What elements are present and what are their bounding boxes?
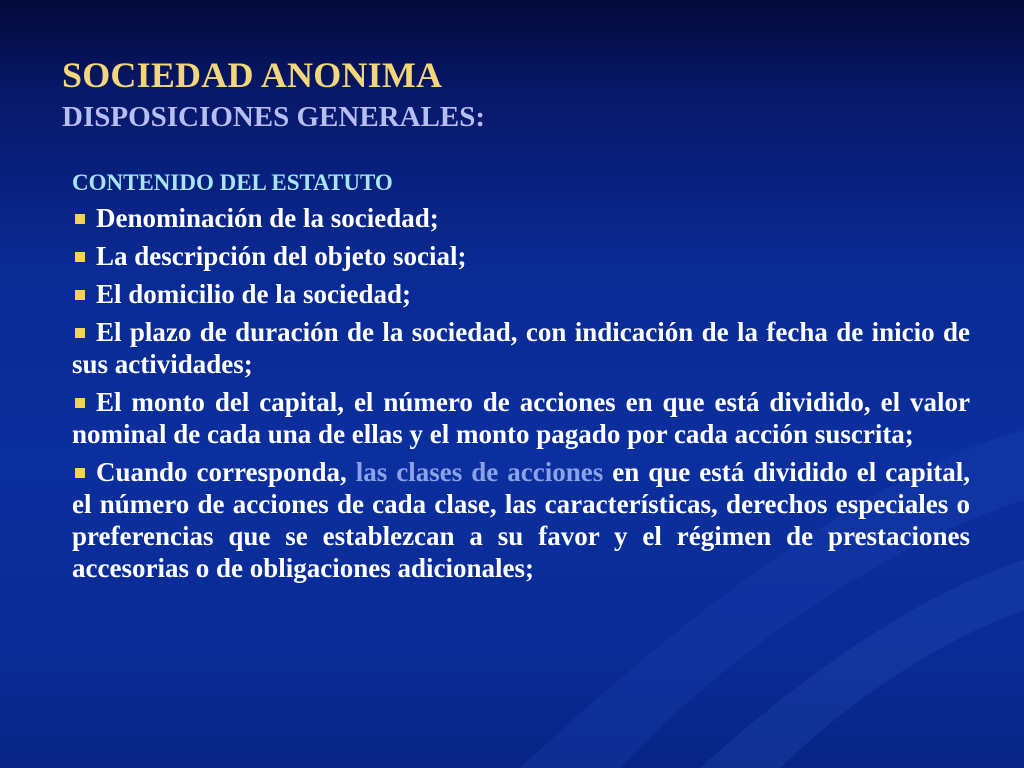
- list-item-text: El plazo de duración de la sociedad, con indicación de la fecha de inicio de sus actividades;: [72, 317, 970, 379]
- list-item: [72, 278, 970, 310]
- square-bullet-icon: [75, 214, 85, 224]
- highlighted-phrase: las clases de acciones: [355, 457, 604, 487]
- list-item-text-end: en que está dividido el capital, el número de acciones de cada clase, las características, derechos especiales o preferencias que se establezcan a su favor y el régimen de prestaciones accesorias o de obligaciones adicionales;: [72, 457, 970, 583]
- bullet-list: [72, 202, 970, 590]
- square-bullet-icon: [75, 290, 85, 300]
- list-item-text: La descripción del objeto social;: [96, 241, 467, 271]
- slide-subtitle: DISPOSICIONES GENERALES:: [62, 101, 486, 133]
- list-item-text-start: Cuando corresponda,: [96, 457, 356, 487]
- list-item: [72, 386, 970, 450]
- list-item: [72, 240, 970, 272]
- list-item-text: El monto del capital, el número de acciones en que está dividido, el valor nominal de cada una de ellas y el monto pagado por cada acción suscrita;: [72, 387, 970, 449]
- list-item: [72, 202, 970, 234]
- square-bullet-icon: [75, 328, 85, 338]
- list-item: [72, 316, 970, 380]
- slide-title: SOCIEDAD ANONIMA: [62, 55, 443, 95]
- square-bullet-icon: [75, 468, 85, 478]
- section-heading: CONTENIDO DEL ESTATUTO: [72, 170, 393, 195]
- list-item: [72, 456, 970, 584]
- square-bullet-icon: [75, 252, 85, 262]
- list-item-text: Denominación de la sociedad;: [96, 203, 439, 233]
- square-bullet-icon: [75, 398, 85, 408]
- list-item-text: El domicilio de la sociedad;: [96, 279, 412, 309]
